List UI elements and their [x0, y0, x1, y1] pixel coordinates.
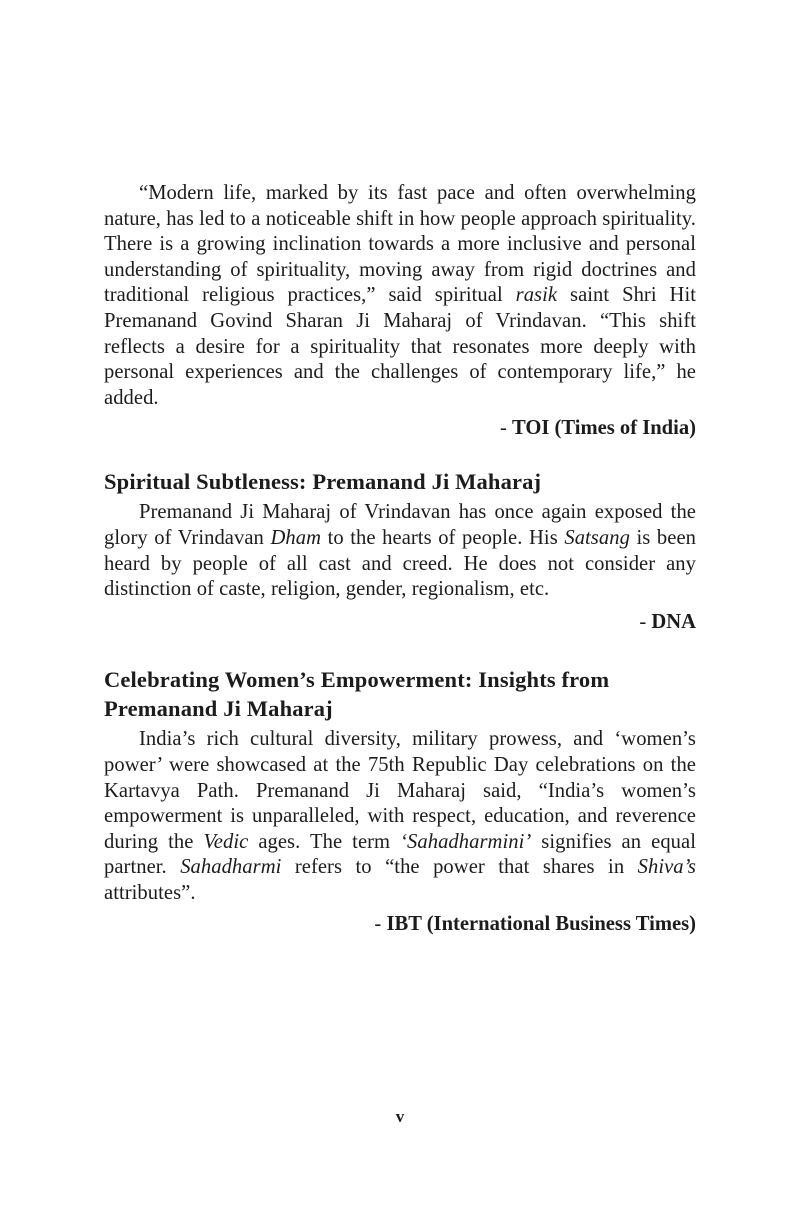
italic-term-satsang: Satsang: [564, 527, 630, 550]
source-name: IBT (International Business Times): [386, 912, 696, 935]
paragraph-text: refers to “the power that shares in: [281, 856, 638, 879]
page-number: v: [395, 1107, 405, 1126]
source-dash: -: [499, 417, 512, 440]
source-attribution-toi: [104, 416, 696, 442]
source-name: DNA: [651, 610, 696, 633]
section-heading-spiritual-subtleness: Spiritual Subtleness: Premanand Ji Maharaj: [104, 468, 542, 494]
quote-text: “Modern life, marked by its fast pace and often overwhelming nature, has led to a noticeable shift in how people approach spirituality. There is a growing inclination towards a more inclusive and personal understanding of spirituality, moving away from rigid doctrines and traditional religious practices,” said spiritual: [104, 182, 696, 307]
paragraph-text: India’s rich cultural diversity, military prowess, and ‘women’s power’ were showcased at the 75th Republic Day celebrations on the Kartavya Path. Premanand Ji Maharaj said, “India’s women’s empowerment is unparalleled, with respect, education, and reverence during the: [104, 728, 696, 853]
quote-text-continued: saint Shri Hit Premanand Govind Sharan Ji Maharaj of Vrindavan. “This shift reflects a desire for a spirituality that resonates more deeply with personal experiences and the challenges of contemporary life,” he added.: [104, 284, 696, 409]
page-content: [104, 181, 696, 937]
paragraph-text: Premanand Ji Maharaj of Vrindavan has once again exposed the glory of Vrindavan: [104, 501, 696, 550]
italic-term-shivas: Shiva’s: [637, 856, 696, 879]
source-dash: -: [374, 912, 387, 935]
quote-paragraph-1: [104, 181, 696, 411]
source-attribution-ibt: [104, 912, 696, 938]
section-heading-womens-empowerment: Celebrating Women’s Empowerment: Insights from Premanand Ji Maharaj: [104, 667, 610, 721]
paragraph-text: is been heard by people of all cast and creed. He does not consider any distinction of caste, religion, gender, regionalism, etc.: [104, 527, 696, 601]
italic-term-dham: Dham: [270, 527, 322, 550]
paragraph-text: ages. The term: [248, 830, 401, 853]
paragraph-text: attributes”.: [104, 881, 196, 904]
italic-term-vedic: Vedic: [203, 830, 249, 853]
section-paragraph-1: [104, 500, 696, 602]
italic-term-sahadharmini: ‘Sahadharmini’: [400, 830, 532, 853]
paragraph-text: to the hearts of people. His: [321, 527, 565, 550]
source-dash: -: [639, 610, 652, 633]
source-name: TOI (Times of India): [511, 417, 696, 440]
italic-term-rasik: rasik: [515, 284, 558, 307]
paragraph-text: signifies an equal partner.: [104, 830, 696, 879]
section-paragraph-2: [104, 727, 696, 906]
italic-term-sahadharmi: Sahadharmi: [180, 856, 282, 879]
source-attribution-dna: [104, 610, 696, 636]
